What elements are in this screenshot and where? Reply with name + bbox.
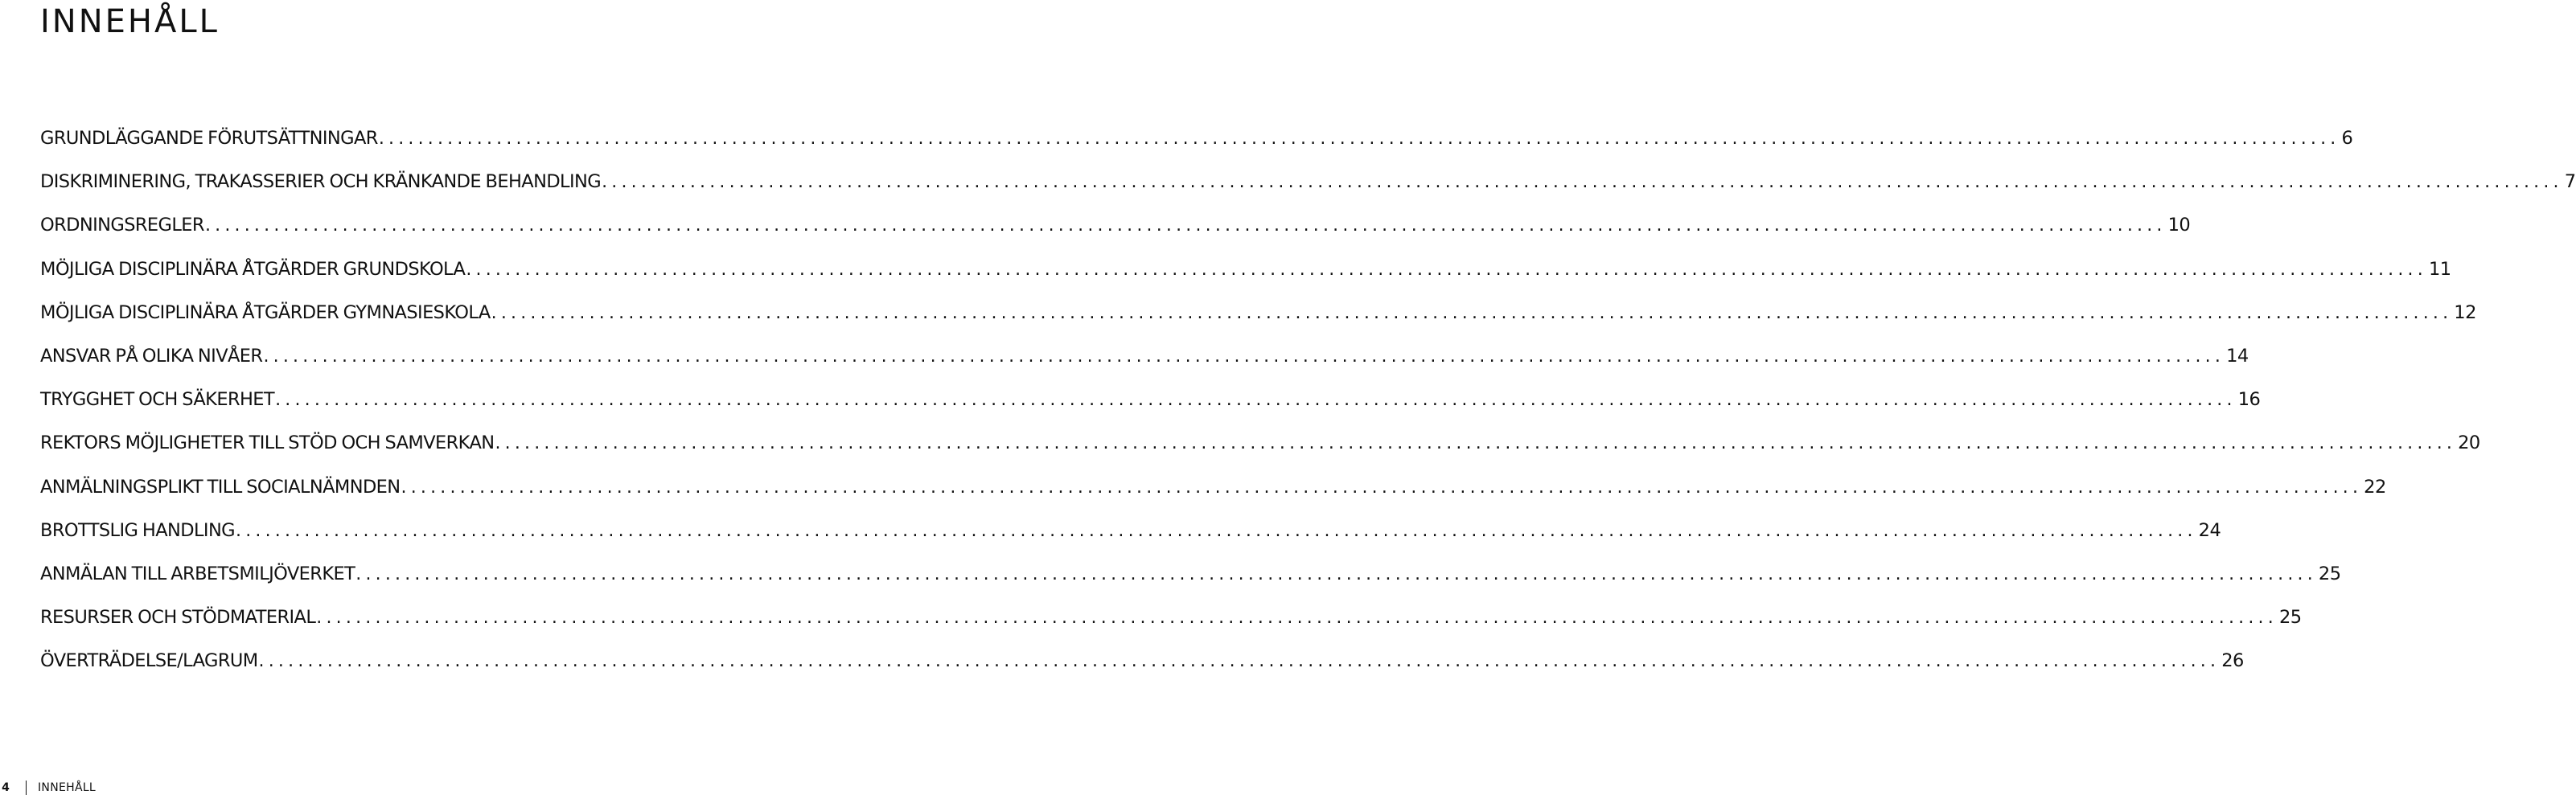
toc-dot-leader: ........................................................................................................................................................................................................ [602,172,2563,193]
toc-entry-page-number: 20 [2458,432,2480,454]
toc-dot-leader: ........................................................................................................................................................................................................ [275,390,2237,411]
toc-entry[interactable] [40,600,2302,643]
toc-entry[interactable] [40,513,2221,556]
toc-entry[interactable] [40,469,2386,513]
toc-entry-label: RESURSER OCH STÖDMATERIAL [40,607,316,629]
toc-dot-leader: ........................................................................................................................................................................................................ [401,477,2363,498]
toc-entry-page-number: 6 [2341,128,2353,149]
footer-page-number: 4 [2,781,10,794]
toc-entry-page-number: 12 [2454,301,2476,323]
toc-entry-page-number: 10 [2167,215,2191,236]
footer-section-title: INNEHÅLL [38,781,97,794]
page-footer [0,781,96,795]
toc-dot-leader: ........................................................................................................................................................................................................ [495,433,2457,454]
toc-dot-leader: ........................................................................................................................................................................................................ [263,346,2225,367]
toc-entry[interactable] [40,382,2261,425]
toc-dot-leader: ........................................................................................................................................................................................................ [316,608,2278,629]
toc-entry-page-number: 16 [2237,389,2261,411]
toc-entry[interactable] [40,556,2341,600]
table-of-contents [40,121,2576,686]
toc-entry-page-number: 25 [2278,607,2302,629]
toc-dot-leader: ........................................................................................................................................................................................................ [355,563,2317,584]
toc-entry[interactable] [40,121,2353,164]
toc-entry-page-number: 24 [2198,519,2221,541]
toc-entry-label: ANSVAR PÅ OLIKA NIVÅER [40,345,263,367]
toc-entry-page-number: 22 [2364,476,2386,498]
toc-entry[interactable] [40,164,2576,207]
toc-entry-page-number: 14 [2226,345,2249,367]
toc-dot-leader: ........................................................................................................................................................................................................ [378,129,2340,149]
toc-entry[interactable] [40,643,2244,686]
toc-entry-label: MÖJLIGA DISCIPLINÄRA ÅTGÄRDER GRUNDSKOLA [40,258,466,280]
toc-dot-leader: ........................................................................................................................................................................................................ [258,651,2221,672]
toc-dot-leader: ........................................................................................................................................................................................................ [466,259,2427,280]
toc-entry-label: TRYGGHET OCH SÄKERHET [40,389,275,411]
toc-entry-label: MÖJLIGA DISCIPLINÄRA ÅTGÄRDER GYMNASIESKOLA [40,301,491,323]
footer-divider [26,781,27,795]
toc-entry[interactable] [40,295,2476,338]
toc-entry-label: DISKRIMINERING, TRAKASSERIER OCH KRÄNKANDE BEHANDLING [40,171,602,193]
toc-entry-label: ORDNINGSREGLER [40,215,204,236]
toc-entry-label: GRUNDLÄGGANDE FÖRUTSÄTTNINGAR [40,128,378,149]
toc-entry-page-number: 26 [2221,650,2244,672]
toc-entry-page-number: 25 [2318,563,2341,584]
toc-entry-page-number: 11 [2428,258,2451,280]
toc-entry[interactable] [40,252,2451,295]
toc-entry-label: ÖVERTRÄDELSE/LAGRUM [40,650,258,672]
toc-dot-leader: ........................................................................................................................................................................................................ [491,302,2453,323]
toc-entry-label: BROTTSLIG HANDLING [40,519,236,541]
toc-entry[interactable] [40,338,2249,382]
toc-entry-label: REKTORS MÖJLIGHETER TILL STÖD OCH SAMVERKAN [40,432,495,454]
toc-entry[interactable] [40,207,2191,251]
toc-entry[interactable] [40,425,2480,469]
toc-dot-leader: ........................................................................................................................................................................................................ [204,215,2167,236]
toc-dot-leader: ........................................................................................................................................................................................................ [236,520,2197,541]
page-title: INNEHÅLL [40,3,220,40]
toc-entry-label: ANMÄLAN TILL ARBETSMILJÖVERKET [40,563,355,584]
toc-entry-label: ANMÄLNINGSPLIKT TILL SOCIALNÄMNDEN [40,476,401,498]
toc-entry-page-number: 7 [2564,171,2576,193]
